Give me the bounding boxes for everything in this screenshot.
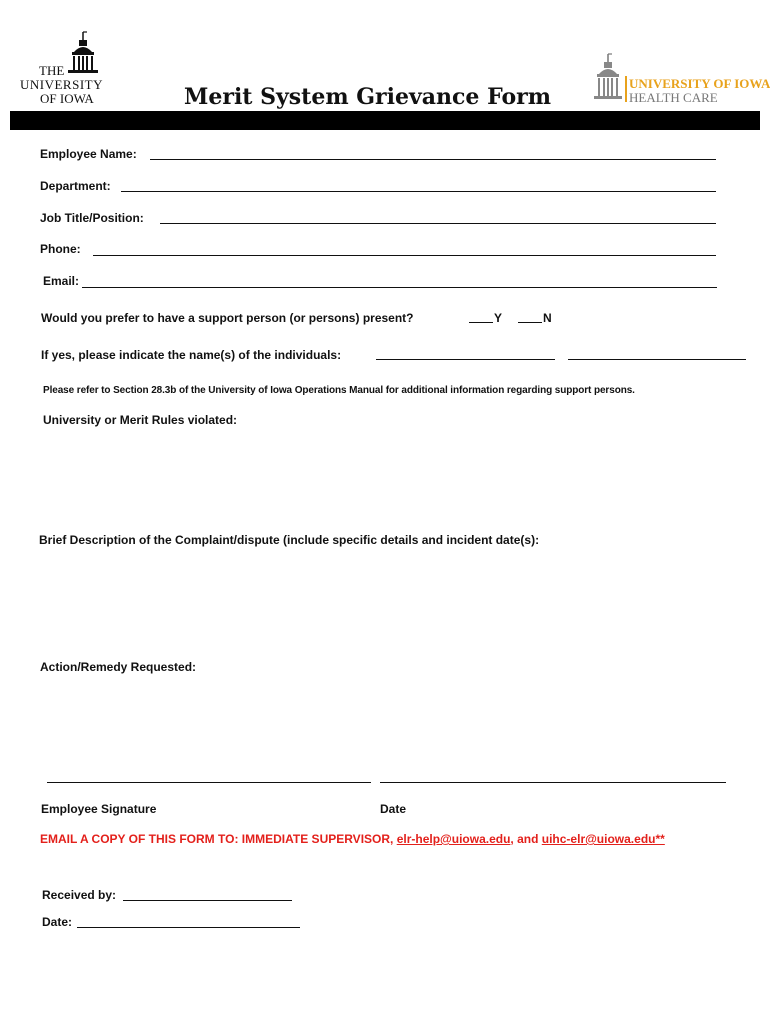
office-date-field[interactable] <box>77 927 300 928</box>
received-by-field[interactable] <box>123 900 292 901</box>
department-field[interactable] <box>121 191 716 192</box>
job-title-label: Job Title/Position: <box>40 211 144 225</box>
logo-line-of-iowa: OF IOWA <box>40 91 94 106</box>
uihc-elr-email-link[interactable]: uihc-elr@uiowa.edu** <box>541 832 665 846</box>
support-note: Please refer to Section 28.3b of the University of Iowa Operations Manual for additional information regarding support persons. <box>43 385 635 396</box>
old-capitol-icon <box>66 30 100 76</box>
remedy-requested-label: Action/Remedy Requested: <box>40 660 197 674</box>
university-of-iowa-logo <box>20 30 110 108</box>
job-title-field[interactable] <box>160 223 716 224</box>
remedy-requested-area[interactable] <box>40 680 730 775</box>
email-notice-middle: , and <box>510 832 542 846</box>
support-yes-label: Y <box>494 311 503 325</box>
form-title: Merit System Grievance Form <box>184 84 552 110</box>
uihc-logo-line2: HEALTH CARE <box>629 90 718 105</box>
office-date-label: Date: <box>42 915 73 929</box>
support-person-question: Would you prefer to have a support person (or persons) present? <box>41 311 414 325</box>
support-yes-blank[interactable] <box>469 322 493 323</box>
signature-date-field[interactable] <box>380 782 726 783</box>
header-bar <box>10 111 760 130</box>
received-by-label: Received by: <box>42 888 117 902</box>
email-notice <box>40 832 665 846</box>
employee-name-field[interactable] <box>150 159 716 160</box>
logo-line-the: THE <box>39 63 65 78</box>
support-names-field-1[interactable] <box>376 359 555 360</box>
employee-name-label: Employee Name: <box>40 147 137 161</box>
uihc-logo-line1: UNIVERSITY OF IOWA <box>629 76 770 91</box>
phone-label: Phone: <box>40 242 81 256</box>
complaint-description-area[interactable] <box>40 552 730 652</box>
email-notice-prefix: EMAIL A COPY OF THIS FORM TO: IMMEDIATE SUPERVISOR, <box>40 832 397 846</box>
old-capitol-icon <box>592 52 624 102</box>
logo-line-university: UNIVERSITY <box>20 77 103 92</box>
support-names-label: If yes, please indicate the name(s) of the individuals: <box>41 348 342 362</box>
employee-signature-field[interactable] <box>47 782 371 783</box>
uihc-logo-divider <box>625 76 627 102</box>
employee-signature-label: Employee Signature <box>41 802 157 816</box>
uihc-logo <box>592 52 770 108</box>
complaint-description-label: Brief Description of the Complaint/dispute (include specific details and incident date(s): <box>39 533 540 547</box>
rules-violated-area[interactable] <box>40 432 730 522</box>
support-no-blank[interactable] <box>518 322 542 323</box>
elr-help-email-link[interactable]: elr-help@uiowa.edu <box>396 832 511 846</box>
email-field[interactable] <box>82 287 717 288</box>
support-names-field-2[interactable] <box>568 359 746 360</box>
rules-violated-label: University or Merit Rules violated: <box>43 413 238 427</box>
support-no-label: N <box>543 311 552 325</box>
signature-date-label: Date <box>380 802 407 816</box>
department-label: Department: <box>40 179 111 193</box>
email-label: Email: <box>43 274 80 288</box>
phone-field[interactable] <box>93 255 716 256</box>
